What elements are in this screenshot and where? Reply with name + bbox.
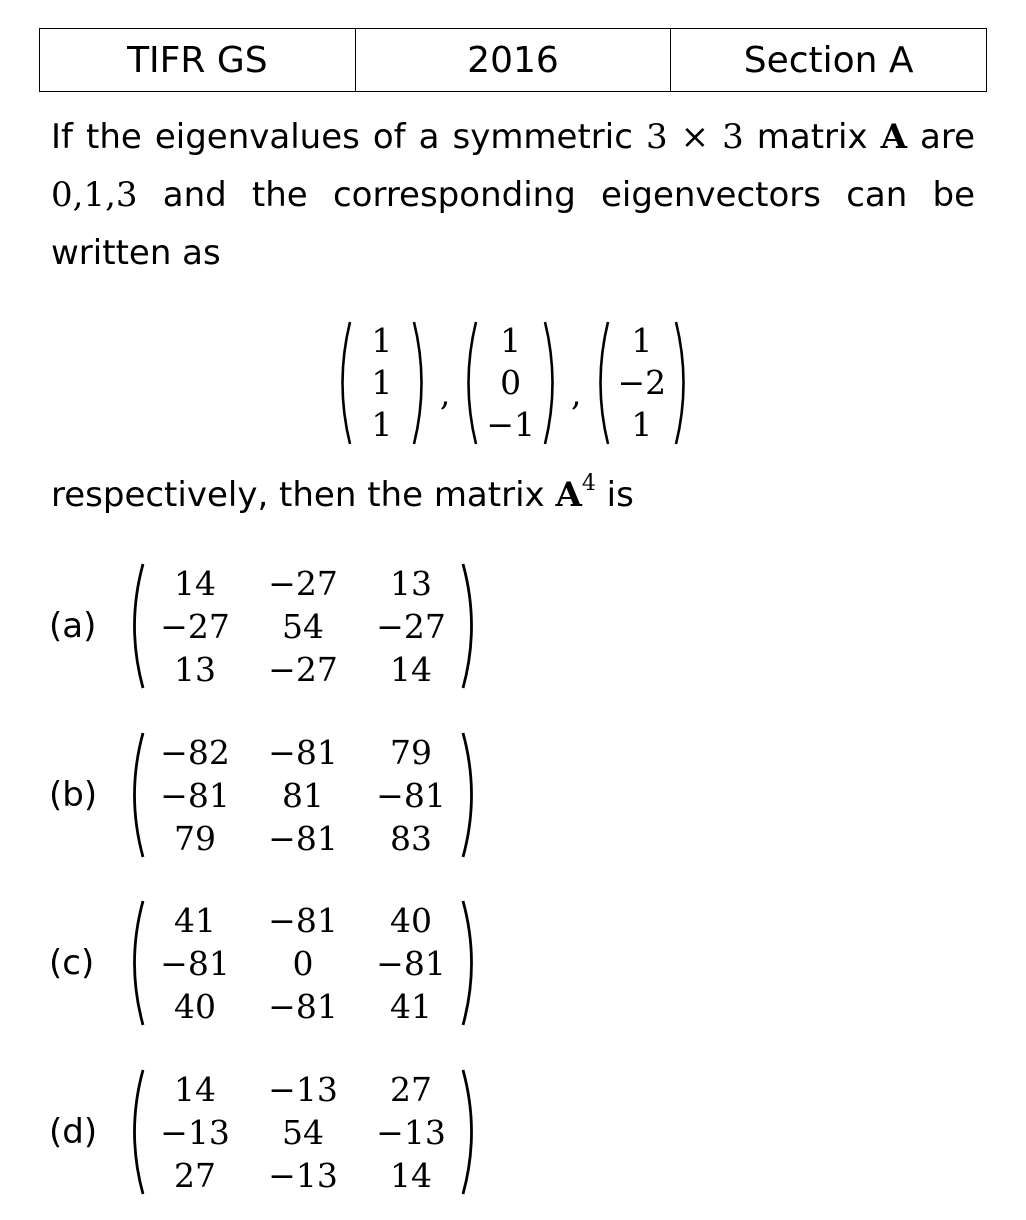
option-label: (a): [49, 606, 97, 646]
option-matrix: [123, 1067, 483, 1197]
eigenvalues: 0,1,3: [51, 175, 138, 215]
exam-name: TIFR GS: [40, 29, 356, 92]
option-b[interactable]: [49, 730, 483, 860]
eigenvector-1: [332, 319, 432, 447]
option-label: (c): [49, 943, 95, 983]
right-paren: [459, 730, 483, 860]
matrix-cell: 0: [292, 943, 314, 983]
matrix-cell: 14: [390, 1155, 432, 1195]
eigenvectors: [0, 318, 1026, 448]
matrix-cell: −81: [268, 732, 338, 772]
exam-year: 2016: [355, 29, 671, 92]
matrix-cell: −81: [268, 900, 338, 940]
option-a[interactable]: [49, 561, 483, 691]
matrix-cell: 83: [390, 818, 432, 858]
matrix-cell: −81: [376, 775, 446, 815]
vector-entry: 1: [500, 321, 522, 360]
option-label: (d): [49, 1112, 98, 1152]
right-paren: [459, 561, 483, 691]
matrix-cell: 27: [390, 1069, 432, 1109]
matrix-cell: −81: [160, 943, 230, 983]
vector-entry: 1: [631, 321, 653, 360]
matrix-cell: −13: [376, 1112, 446, 1152]
left-paren: [590, 319, 612, 447]
matrix-cell: −27: [268, 649, 338, 689]
left-paren: [123, 561, 147, 691]
matrix-cell: −13: [268, 1069, 338, 1109]
right-paren: [410, 319, 432, 447]
vector-entry: 1: [371, 405, 393, 444]
vector-entry: 1: [371, 363, 393, 402]
left-paren: [123, 898, 147, 1028]
matrix-cell: 79: [390, 732, 432, 772]
right-paren: [541, 319, 563, 447]
matrix-cell: −13: [268, 1155, 338, 1195]
vector-entry: 0: [500, 363, 522, 402]
vector-entry: 1: [631, 405, 653, 444]
vector-entry: 1: [371, 321, 393, 360]
option-d[interactable]: [49, 1067, 483, 1197]
matrix-cell: −13: [160, 1112, 230, 1152]
vector-entry: −1: [486, 405, 535, 444]
right-paren: [672, 319, 694, 447]
matrix-cell: −81: [160, 775, 230, 815]
matrix-cell: −81: [268, 818, 338, 858]
question-result-text: respectively, then the matrix $A^4$ is: [51, 471, 634, 515]
matrix-cell: 54: [282, 606, 324, 646]
left-paren: [332, 319, 354, 447]
left-paren: [458, 319, 480, 447]
matrix-cell: 41: [390, 986, 432, 1026]
matrix-cell: −27: [376, 606, 446, 646]
matrix-cell: −81: [268, 986, 338, 1026]
matrix-cell: 14: [390, 649, 432, 689]
right-paren: [459, 1067, 483, 1197]
header-table: [39, 28, 987, 92]
right-paren: [459, 898, 483, 1028]
option-matrix: [123, 730, 483, 860]
comma: ,: [571, 373, 582, 413]
matrix-cell: 54: [282, 1112, 324, 1152]
matrix-dimension: 3 × 3: [645, 117, 744, 157]
eigenvector-2: [458, 319, 563, 447]
comma: ,: [439, 373, 451, 413]
question-text: If the eigenvalues of a symmetric 3 × 3 matrix A are 0,1,3 and the corresponding eigenvectors can be written as: [51, 117, 976, 273]
matrix-cell: 27: [174, 1155, 216, 1195]
matrix-symbol: A: [555, 475, 582, 515]
option-c[interactable]: [49, 898, 483, 1028]
option-label: (b): [49, 775, 98, 815]
matrix-cell: 14: [174, 1069, 216, 1109]
matrix-cell: 14: [174, 563, 216, 603]
left-paren: [123, 730, 147, 860]
matrix-symbol: A: [880, 117, 908, 157]
matrix-cell: 79: [174, 818, 216, 858]
matrix-cell: −82: [160, 732, 230, 772]
option-matrix: [123, 561, 483, 691]
vector-entry: −2: [617, 363, 667, 402]
matrix-cell: 13: [390, 563, 432, 603]
matrix-cell: −27: [160, 606, 230, 646]
matrix-cell: 40: [174, 986, 216, 1026]
power: 4: [581, 471, 596, 496]
exam-section: Section A: [671, 29, 987, 92]
matrix-cell: 40: [390, 900, 432, 940]
matrix-cell: 81: [282, 775, 324, 815]
option-matrix: [123, 898, 483, 1028]
matrix-cell: 41: [174, 900, 216, 940]
matrix-cell: 13: [174, 649, 216, 689]
left-paren: [123, 1067, 147, 1197]
matrix-cell: −81: [376, 943, 446, 983]
eigenvector-3: [590, 319, 695, 447]
matrix-cell: −27: [268, 563, 338, 603]
